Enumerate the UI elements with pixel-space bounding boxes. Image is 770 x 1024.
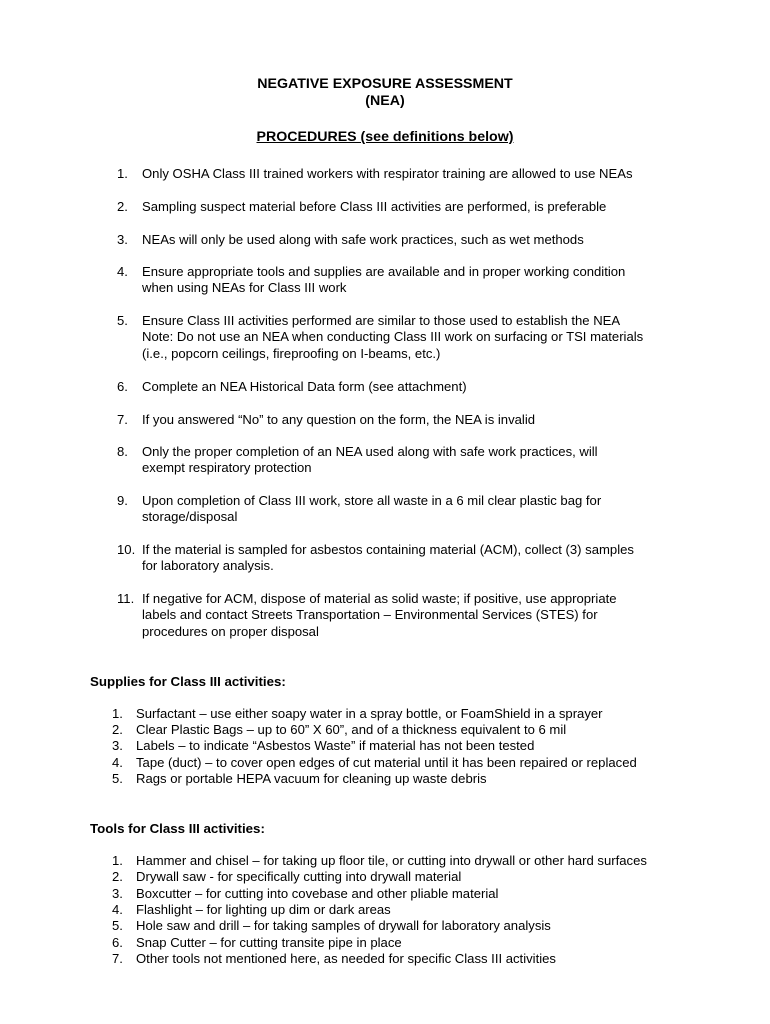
supplies-text: Clear Plastic Bags – up to 60” X 60”, and of a thickness equivalent to 6 mil — [136, 722, 567, 737]
procedure-number: 4. — [117, 264, 128, 279]
tools-heading: Tools for Class III activities: — [90, 821, 265, 836]
tools-text: Hole saw and drill – for taking samples of drywall for laboratory analysis — [136, 918, 551, 933]
procedure-text: Only OSHA Class III trained workers with respirator training are allowed to use NEAs — [142, 166, 633, 181]
tools-number: 5. — [112, 918, 123, 933]
procedure-number: 3. — [117, 232, 128, 247]
document-subtitle: (NEA) — [365, 93, 405, 109]
procedure-number: 7. — [117, 412, 128, 427]
procedure-text: when using NEAs for Class III work — [142, 280, 347, 296]
supplies-number: 2. — [112, 722, 123, 737]
tools-text: Snap Cutter – for cutting transite pipe in place — [136, 935, 402, 950]
tools-number: 2. — [112, 869, 123, 884]
procedure-text: Ensure appropriate tools and supplies are available and in proper working condition — [142, 264, 626, 279]
procedure-text: If negative for ACM, dispose of material as solid waste; if positive, use appropriate — [142, 591, 617, 606]
procedure-text: If the material is sampled for asbestos containing material (ACM), collect (3) samples — [142, 542, 634, 557]
tools-text: Drywall saw - for specifically cutting into drywall material — [136, 869, 462, 884]
procedure-text: (i.e., popcorn ceilings, fireproofing on I-beams, etc.) — [142, 345, 441, 361]
tools-number: 3. — [112, 886, 123, 901]
tools-number: 6. — [112, 935, 123, 950]
procedure-number: 9. — [117, 493, 128, 508]
tools-text: Other tools not mentioned here, as needed for specific Class III activities — [136, 951, 556, 966]
tools-text: Flashlight – for lighting up dim or dark areas — [136, 902, 391, 917]
procedure-text: labels and contact Streets Transportation – Environmental Services (STES) for — [142, 607, 598, 623]
procedure-number: 1. — [117, 166, 128, 181]
procedure-text: procedures on proper disposal — [142, 623, 319, 639]
procedure-text: If you answered “No” to any question on the form, the NEA is invalid — [142, 412, 536, 427]
supplies-text: Labels – to indicate “Asbestos Waste” if material has not been tested — [136, 738, 535, 753]
procedure-number: 11. — [117, 591, 135, 606]
supplies-text: Rags or portable HEPA vacuum for cleaning up waste debris — [136, 771, 487, 786]
supplies-number: 5. — [112, 771, 123, 786]
procedure-number: 5. — [117, 313, 128, 328]
supplies-heading: Supplies for Class III activities: — [90, 674, 286, 689]
tools-number: 4. — [112, 902, 123, 917]
tools-number: 1. — [112, 853, 123, 868]
procedure-text: for laboratory analysis. — [142, 558, 274, 574]
tools-text: Hammer and chisel – for taking up floor tile, or cutting into drywall or other hard surfaces — [136, 853, 647, 868]
procedure-text: Note: Do not use an NEA when conducting Class III work on surfacing or TSI materials — [142, 329, 644, 345]
supplies-number: 1. — [112, 706, 123, 721]
supplies-text: Surfactant – use either soapy water in a spray bottle, or FoamShield in a sprayer — [136, 706, 603, 721]
procedures-heading: PROCEDURES (see definitions below) — [256, 129, 514, 145]
procedure-text: Upon completion of Class III work, store all waste in a 6 mil clear plastic bag for — [142, 493, 602, 508]
document-title: NEGATIVE EXPOSURE ASSESSMENT — [257, 76, 513, 92]
supplies-text: Tape (duct) – to cover open edges of cut material until it has been repaired or replaced — [136, 755, 637, 770]
procedure-text: exempt respiratory protection — [142, 460, 312, 476]
supplies-number: 3. — [112, 738, 123, 753]
procedure-text: Only the proper completion of an NEA used along with safe work practices, will — [142, 444, 598, 459]
procedure-number: 6. — [117, 379, 128, 394]
supplies-number: 4. — [112, 755, 123, 770]
procedure-text: Complete an NEA Historical Data form (see attachment) — [142, 379, 467, 394]
procedure-text: Ensure Class III activities performed are similar to those used to establish the NEA — [142, 313, 621, 328]
procedure-number: 2. — [117, 199, 128, 214]
procedure-text: storage/disposal — [142, 509, 238, 525]
procedure-number: 10. — [117, 542, 136, 557]
procedure-text: Sampling suspect material before Class III activities are performed, is preferable — [142, 199, 607, 214]
procedure-text: NEAs will only be used along with safe work practices, such as wet methods — [142, 232, 584, 247]
tools-number: 7. — [112, 951, 123, 966]
tools-text: Boxcutter – for cutting into covebase and other pliable material — [136, 886, 499, 901]
procedure-number: 8. — [117, 444, 128, 459]
